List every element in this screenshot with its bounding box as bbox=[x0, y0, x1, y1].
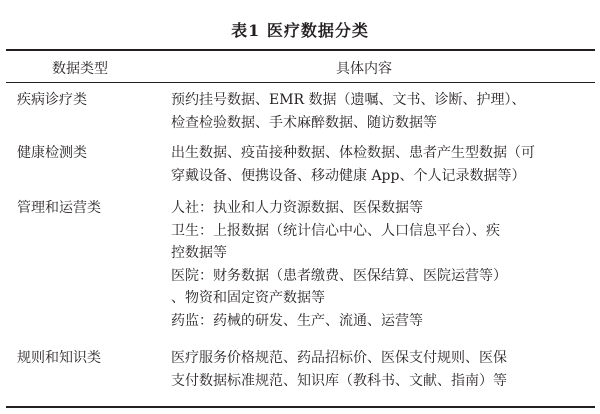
column-header-type: 数据类型 bbox=[52, 61, 108, 77]
content-line: 药监：药械的研发、生产、流通、运营等 bbox=[171, 312, 423, 329]
row-category-knowledge: 规则和知识类 bbox=[17, 350, 101, 366]
content-line: 控数据等 bbox=[171, 245, 227, 261]
column-header-content: 具体内容 bbox=[336, 61, 392, 77]
row-content-health bbox=[171, 142, 583, 187]
row-content-diagnosis bbox=[171, 89, 583, 134]
content-line: 卫生：上报数据（统计信心中心、人口信息平台）、疾 bbox=[171, 222, 500, 239]
content-line: 预约挂号数据、EMR 数据（遗嘱、文书、诊断、护理）、 bbox=[171, 92, 526, 108]
top-rule bbox=[6, 49, 595, 51]
content-line: 人社：执业和人力资源数据、医保数据等 bbox=[171, 200, 423, 216]
row-content-management bbox=[171, 197, 583, 332]
content-line: 医院：财务数据（患者缴费、医保结算、医院运营等） bbox=[171, 267, 507, 284]
bottom-rule bbox=[6, 406, 595, 408]
row-category-management: 管理和运营类 bbox=[17, 200, 101, 216]
content-line: 出生数据、疫苗接种数据、体检数据、患者产生型数据（可 bbox=[171, 145, 535, 161]
content-line: 、物资和固定资产数据等 bbox=[171, 290, 325, 306]
content-line: 检查检验数据、手术麻醉数据、随访数据等 bbox=[171, 114, 437, 131]
header-rule bbox=[6, 82, 595, 83]
row-category-diagnosis: 疾病诊疗类 bbox=[17, 92, 87, 108]
content-line: 穿戴设备、便携设备、移动健康 App、个人记录数据等） bbox=[171, 167, 526, 184]
content-line: 支付数据标准规范、知识库（教科书、文献、指南）等 bbox=[171, 372, 507, 389]
content-line: 医疗服务价格规范、药品招标价、医保支付规则、医保 bbox=[171, 350, 507, 366]
row-content-knowledge bbox=[171, 347, 583, 392]
row-category-health: 健康检测类 bbox=[17, 145, 87, 161]
table-caption: 表1 医疗数据分类 bbox=[231, 21, 369, 40]
